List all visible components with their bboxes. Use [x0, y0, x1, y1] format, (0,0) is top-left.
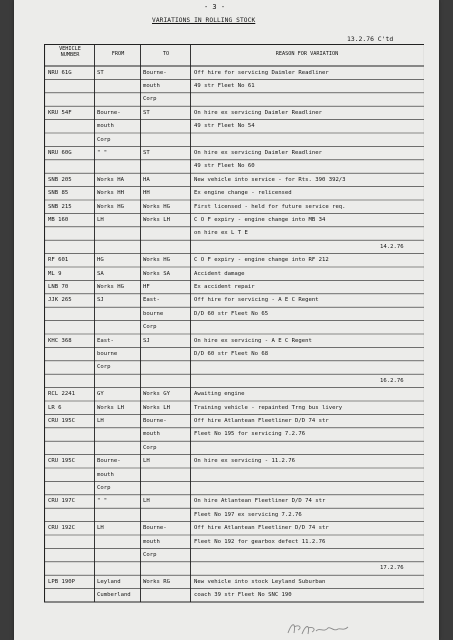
reason-cell: C O F expiry - engine change into MB 34: [194, 216, 326, 223]
handwritten-signature: [284, 618, 354, 638]
reason-cell: 17.2.76: [380, 565, 404, 572]
rolling-stock-table: [44, 44, 424, 604]
vehicle-number-cell: LR 6: [48, 404, 62, 411]
to-cell: SJ: [143, 337, 150, 344]
page-title: VARIATIONS IN ROLLING STOCK: [152, 17, 256, 24]
vehicle-number-cell: CRU 195C: [48, 458, 75, 465]
reason-cell: Accident damage: [194, 270, 245, 277]
reason-cell: Off hire for servicing Daimler Readliner: [194, 69, 329, 76]
from-cell: Cumberland: [97, 592, 131, 599]
vehicle-number-cell: SNB 215: [48, 203, 72, 210]
reason-cell: on hire ex L T E: [194, 230, 248, 237]
header-reason: REASON FOR VARIATION: [275, 51, 339, 57]
from-cell: Corp: [97, 136, 111, 143]
from-cell: Bourne-: [97, 109, 121, 116]
to-cell: East-: [143, 297, 160, 304]
to-cell: bourne: [143, 310, 164, 317]
page-number: - 3 -: [204, 3, 226, 11]
to-cell: Works SA: [143, 270, 170, 277]
document-page: [14, 0, 439, 640]
header-from: FROM: [111, 51, 125, 57]
from-cell: LH: [97, 417, 104, 424]
reason-cell: Awaiting engine: [194, 391, 245, 398]
from-cell: East-: [97, 337, 114, 344]
to-cell: Corp: [143, 324, 157, 331]
vehicle-number-cell: KHC 368: [48, 337, 72, 344]
reason-cell: Fleet No 192 for gearbox defect 11.2.76: [194, 538, 326, 545]
from-cell: SA: [97, 270, 104, 277]
reason-cell: Ex engine change - relicensed: [194, 190, 292, 197]
vehicle-number-cell: SNB 85: [48, 190, 69, 197]
from-cell: Works HA: [97, 176, 124, 183]
vehicle-number-cell: JJK 265: [48, 297, 72, 304]
reason-cell: Fleet No 197 ex servicing 7.2.76: [194, 511, 302, 518]
reason-cell: 14.2.76: [380, 243, 404, 250]
reason-cell: Off hire Atlantean Fleetliner D/D 74 str: [194, 417, 329, 424]
to-cell: Bourne-: [143, 417, 167, 424]
vehicle-number-cell: LNB 70: [48, 283, 69, 290]
vehicle-number-cell: NRU 61G: [48, 69, 72, 76]
to-cell: Works GY: [143, 391, 170, 398]
to-cell: Works HG: [143, 203, 170, 210]
reason-cell: D/D 60 str Fleet No 65: [194, 310, 269, 317]
from-cell: bourne: [97, 350, 118, 357]
reason-cell: 49 str Fleet No 60: [194, 163, 255, 170]
reason-cell: On hire ex servicing - A E C Regent: [194, 337, 312, 344]
reason-cell: On hire ex servicing - 11.2.76: [194, 458, 296, 465]
vehicle-number-cell: RF 601: [48, 257, 69, 264]
vehicle-number-cell: CRU 197C: [48, 498, 75, 505]
from-cell: ST: [97, 69, 104, 76]
reason-cell: Training vehicle - repainted Trng bus livery: [194, 404, 343, 411]
from-cell: LH: [97, 216, 104, 223]
to-cell: mouth: [143, 82, 160, 89]
reason-cell: On hire ex servicing Daimler Readliner: [194, 109, 322, 116]
to-cell: ST: [143, 149, 150, 156]
vehicle-number-cell: CRU 195C: [48, 417, 75, 424]
to-cell: ST: [143, 109, 150, 116]
from-cell: mouth: [97, 123, 114, 130]
from-cell: " ": [97, 149, 108, 156]
reason-cell: D/D 60 str Fleet No 68: [194, 350, 269, 357]
from-cell: Works LH: [97, 404, 124, 411]
reason-cell: 49 str Fleet No 54: [194, 123, 255, 130]
from-cell: LH: [97, 525, 104, 532]
header-to: TO: [162, 51, 170, 57]
from-cell: " ": [97, 498, 108, 505]
vehicle-number-cell: NRU 60G: [48, 149, 72, 156]
to-cell: LH: [143, 458, 150, 465]
reason-cell: On hire Atlantean Fleetliner D/D 74 str: [194, 498, 326, 505]
to-cell: Corp: [143, 96, 157, 103]
to-cell: mouth: [143, 538, 160, 545]
from-cell: Leyland: [97, 578, 121, 585]
header-vehicle-number: [46, 46, 94, 58]
reason-cell: New vehicle into stock Leyland Suburban: [194, 578, 326, 585]
to-cell: Bourne-: [143, 525, 167, 532]
reason-cell: coach 39 str Fleet No SNC 190: [194, 592, 292, 599]
from-cell: Bourne-: [97, 458, 121, 465]
reason-cell: Ex accident repair: [194, 283, 255, 290]
from-cell: SJ: [97, 297, 104, 304]
from-cell: Works HG: [97, 283, 124, 290]
to-cell: Works RG: [143, 578, 170, 585]
reason-cell: Fleet No 195 for servicing 7.2.76: [194, 431, 306, 438]
reason-cell: Off hire Atlantean Fleetliner D/D 74 str: [194, 525, 329, 532]
reason-cell: 16.2.76: [380, 377, 404, 384]
to-cell: Works LH: [143, 404, 170, 411]
to-cell: LH: [143, 498, 150, 505]
vehicle-number-cell: LPB 190P: [48, 578, 75, 585]
vehicle-number-cell: RCL 2241: [48, 391, 75, 398]
from-cell: mouth: [97, 471, 114, 478]
reason-cell: New vehicle into service - for Rts. 390 392/3: [194, 176, 346, 183]
from-cell: HG: [97, 257, 104, 264]
vehicle-number-cell: SNB 205: [48, 176, 72, 183]
from-cell: Corp: [97, 364, 111, 371]
to-cell: Corp: [143, 444, 157, 451]
reason-cell: C O F expiry - engine change into RF 212: [194, 257, 329, 264]
vehicle-number-cell: KRU 54F: [48, 109, 72, 116]
vehicle-number-cell: CRU 192C: [48, 525, 75, 532]
to-cell: HA: [143, 176, 150, 183]
header-vehicle-line1: VEHICLE: [59, 46, 81, 52]
from-cell: Works HG: [97, 203, 124, 210]
to-cell: Corp: [143, 551, 157, 558]
to-cell: HH: [143, 190, 150, 197]
from-cell: Corp: [97, 484, 111, 491]
to-cell: mouth: [143, 431, 160, 438]
vehicle-number-cell: ML 9: [48, 270, 62, 277]
vehicle-number-cell: MB 160: [48, 216, 69, 223]
reason-cell: Off hire for servicing - A E C Regent: [194, 297, 319, 304]
header-vehicle-line2: NUMBER: [60, 52, 80, 58]
to-cell: Works LH: [143, 216, 170, 223]
to-cell: Bourne-: [143, 69, 167, 76]
from-cell: GY: [97, 391, 104, 398]
to-cell: HF: [143, 283, 150, 290]
reason-cell: On hire ex servicing Daimler Readliner: [194, 149, 322, 156]
from-cell: Works HH: [97, 190, 124, 197]
date-header: 13.2.76 C'td: [347, 35, 394, 43]
to-cell: Works HG: [143, 257, 170, 264]
reason-cell: First licensed - held for future service req.: [194, 203, 346, 210]
reason-cell: 49 str Fleet No 61: [194, 82, 255, 89]
